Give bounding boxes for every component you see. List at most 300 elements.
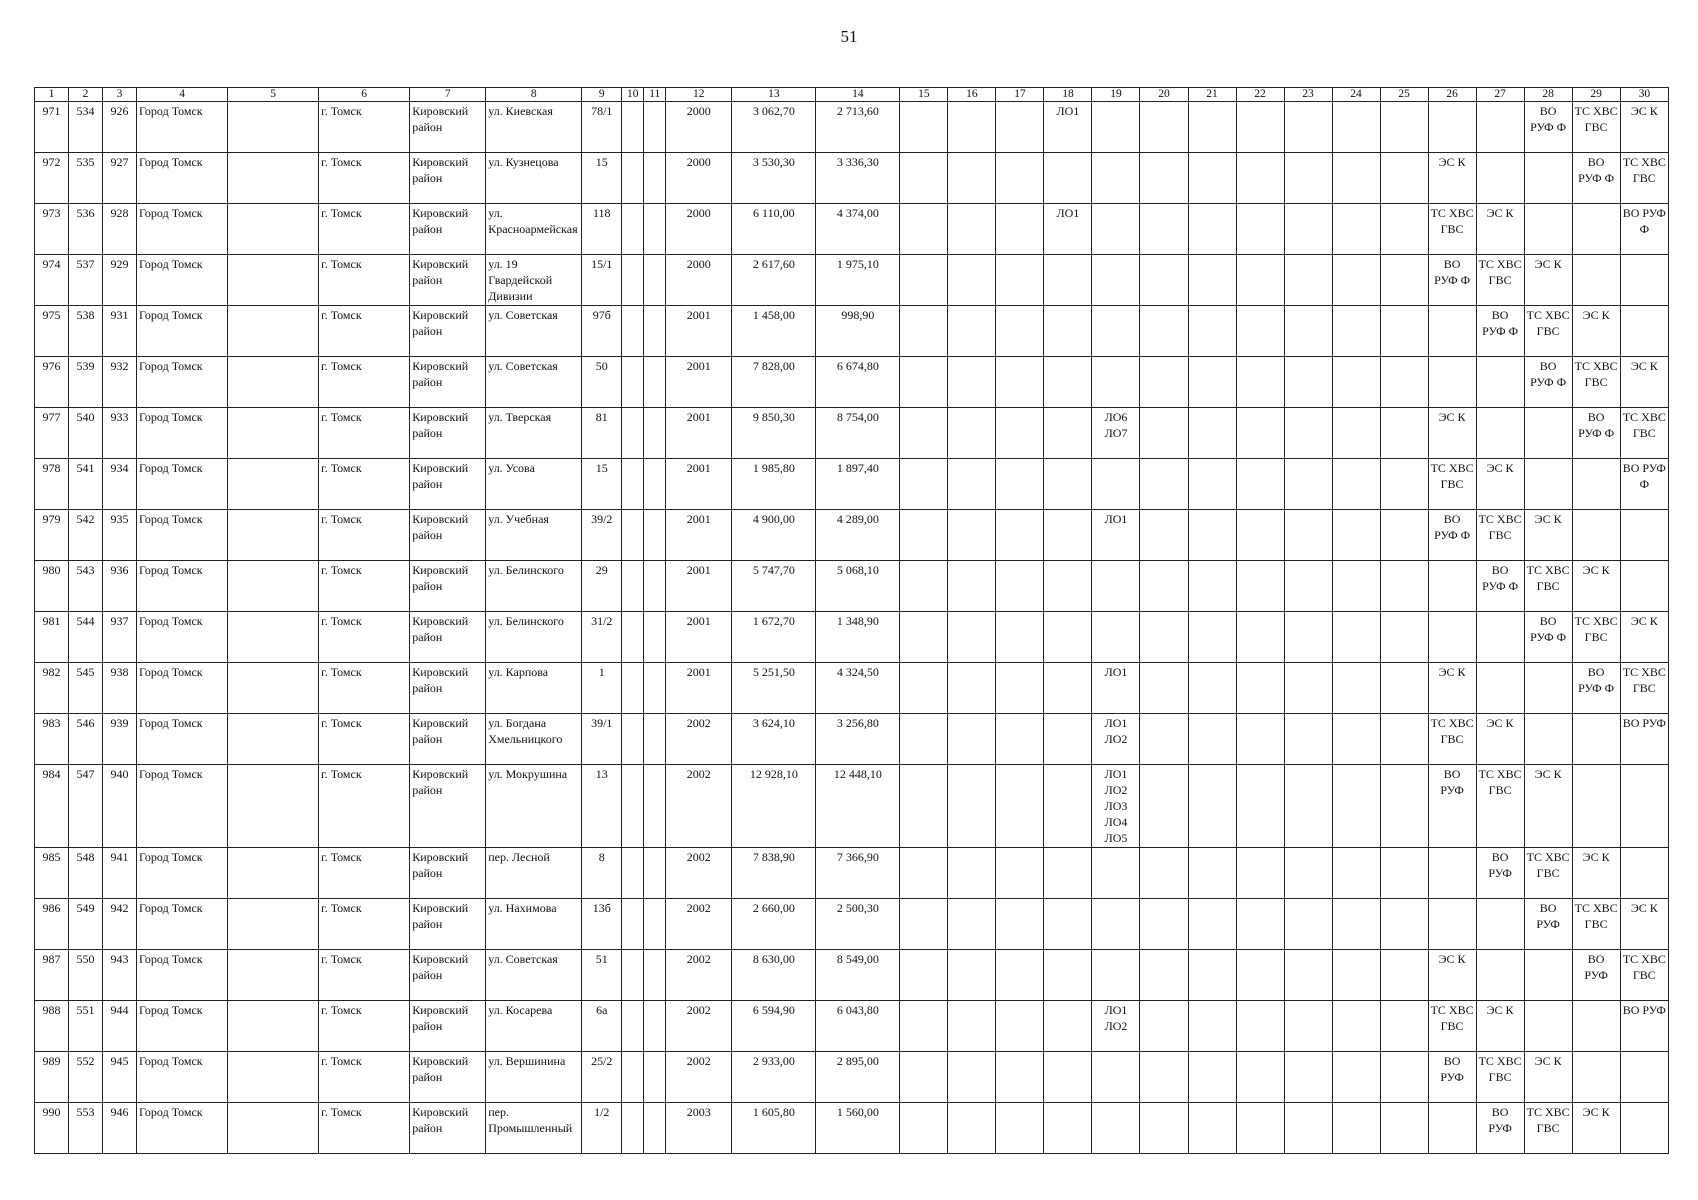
table-cell [1332,1052,1380,1103]
table-cell: 536 [69,204,103,255]
table-cell: ЭС К [1476,714,1524,765]
header-cell: 30 [1620,88,1668,102]
table-cell [644,357,666,408]
table-cell: ВО РУФ Ф [1428,510,1476,561]
table-cell [1332,1001,1380,1052]
table-cell: ВО РУФ Ф [1524,102,1572,153]
table-cell: 2001 [666,357,732,408]
table-cell [1044,561,1092,612]
table-cell [644,510,666,561]
table-cell [1476,153,1524,204]
table-cell: ЭС К [1620,357,1668,408]
table-cell: 543 [69,561,103,612]
table-cell [996,1001,1044,1052]
table-cell: ВО РУФ Ф [1476,561,1524,612]
table-cell [622,1001,644,1052]
table-cell: ул. Киевская [486,102,582,153]
header-cell: 24 [1332,88,1380,102]
table-cell: г. Томск [319,408,410,459]
table-cell [1476,899,1524,950]
table-cell: Город Томск [137,561,228,612]
table-cell [1044,714,1092,765]
table-cell: ВО РУФ [1476,1103,1524,1154]
table-cell: 2001 [666,561,732,612]
table-cell [1524,1001,1572,1052]
table-cell: Кировский район [410,255,486,306]
table-cell: 1 458,00 [732,306,816,357]
table-cell [1476,357,1524,408]
header-cell: 21 [1188,88,1236,102]
table-cell [1380,1052,1428,1103]
table-cell [622,1103,644,1154]
table-cell [1428,357,1476,408]
table-cell [1236,765,1284,848]
table-cell [1332,848,1380,899]
table-cell [1284,714,1332,765]
table-cell [1428,306,1476,357]
table-cell: 984 [35,765,69,848]
table-cell: ТС ХВС ГВС [1524,306,1572,357]
table-cell: ул. Красноармейская [486,204,582,255]
table-cell [1188,848,1236,899]
table-cell: 971 [35,102,69,153]
table-cell: ЭС К [1620,612,1668,663]
table-cell [996,102,1044,153]
table-cell: 4 324,50 [816,663,900,714]
table-cell: 2000 [666,153,732,204]
table-cell [948,306,996,357]
table-cell: ТС ХВС ГВС [1428,714,1476,765]
table-cell: ЭС К [1428,408,1476,459]
table-cell: Город Томск [137,848,228,899]
table-cell: Кировский район [410,408,486,459]
table-cell: 118 [582,204,622,255]
table-cell: Город Томск [137,306,228,357]
table-cell [1572,204,1620,255]
table-cell [1380,204,1428,255]
table-cell: ТС ХВС ГВС [1476,1052,1524,1103]
table-cell: г. Томск [319,561,410,612]
table-cell: 926 [103,102,137,153]
table-cell [1140,1052,1188,1103]
table-cell: 2002 [666,848,732,899]
table-cell [1188,204,1236,255]
table-cell: ЛО1 [1092,663,1140,714]
table-cell [1380,848,1428,899]
table-cell: г. Томск [319,255,410,306]
table-cell: ТС ХВС ГВС [1524,1103,1572,1154]
table-cell: 2000 [666,102,732,153]
table-cell [948,561,996,612]
table-cell [900,1052,948,1103]
table-cell [1284,663,1332,714]
table-cell [1044,306,1092,357]
table-cell: Город Томск [137,357,228,408]
table-cell: ЛО1 [1044,204,1092,255]
table-cell: 942 [103,899,137,950]
table-cell: ВО РУФ Ф [1572,153,1620,204]
table-cell: 29 [582,561,622,612]
table-cell: 39/2 [582,510,622,561]
table-cell [1188,306,1236,357]
table-cell: ТС ХВС ГВС [1524,848,1572,899]
table-cell: г. Томск [319,899,410,950]
table-cell: ТС ХВС ГВС [1572,357,1620,408]
header-cell: 16 [948,88,996,102]
table-cell: ТС ХВС ГВС [1572,612,1620,663]
table-cell: Кировский район [410,1103,486,1154]
table-cell [1236,950,1284,1001]
table-cell [1332,255,1380,306]
table-cell: 6 110,00 [732,204,816,255]
table-cell: Кировский район [410,102,486,153]
table-cell: 987 [35,950,69,1001]
table-cell [1476,663,1524,714]
table-cell [1188,102,1236,153]
table-cell: ул. 19 Гвардейской Дивизии [486,255,582,306]
table-cell [996,663,1044,714]
table-cell: ул. Нахимова [486,899,582,950]
table-cell: 2001 [666,663,732,714]
table-cell [1284,510,1332,561]
table-cell: ВО РУФ [1524,899,1572,950]
table-cell: 988 [35,1001,69,1052]
table-cell [996,255,1044,306]
table-cell: 931 [103,306,137,357]
table-cell [1332,408,1380,459]
table-cell: ул. Тверская [486,408,582,459]
table-cell [1188,1052,1236,1103]
table-cell [228,510,319,561]
table-cell: ВО РУФ Ф [1572,408,1620,459]
table-cell: 537 [69,255,103,306]
table-cell [996,204,1044,255]
table-cell: ВО РУФ Ф [1428,255,1476,306]
table-cell: ул. Белинского [486,561,582,612]
table-cell: г. Томск [319,714,410,765]
header-cell: 26 [1428,88,1476,102]
table-cell: 1 672,70 [732,612,816,663]
table-cell [1140,848,1188,899]
header-cell: 18 [1044,88,1092,102]
table-cell: 2002 [666,899,732,950]
table-cell: 2 500,30 [816,899,900,950]
table-cell [644,950,666,1001]
table-cell [1284,1052,1332,1103]
table-cell: 6а [582,1001,622,1052]
table-cell [1380,899,1428,950]
table-cell [1284,255,1332,306]
table-cell [622,612,644,663]
table-cell: ЭС К [1572,561,1620,612]
table-cell [1332,765,1380,848]
table-cell [1140,153,1188,204]
table-cell [228,1001,319,1052]
table-cell [1236,510,1284,561]
table-cell: 535 [69,153,103,204]
table-cell: 3 530,30 [732,153,816,204]
table-cell: г. Томск [319,459,410,510]
table-cell [1044,255,1092,306]
table-cell [900,102,948,153]
table-cell: 13б [582,899,622,950]
table-cell [1236,153,1284,204]
table-cell [228,612,319,663]
table-cell: 2003 [666,1103,732,1154]
table-cell: Кировский район [410,950,486,1001]
table-row [35,1103,1669,1154]
table-cell: 5 747,70 [732,561,816,612]
table-cell: ВО РУФ Ф [1524,357,1572,408]
table-cell: ТС ХВС ГВС [1572,102,1620,153]
table-cell [996,306,1044,357]
table-cell: г. Томск [319,357,410,408]
table-cell [644,765,666,848]
header-cell: 2 [69,88,103,102]
table-cell: ВО РУФ Ф [1476,306,1524,357]
table-cell [900,899,948,950]
table-cell: ул. Косарева [486,1001,582,1052]
table-cell: 2001 [666,459,732,510]
table-cell [1188,357,1236,408]
table-cell [996,1103,1044,1154]
table-cell [1380,714,1428,765]
table-cell [228,1052,319,1103]
table-cell: пер. Лесной [486,848,582,899]
table-cell [948,357,996,408]
table-cell: 6 043,80 [816,1001,900,1052]
table-cell [1140,357,1188,408]
table-cell [1332,561,1380,612]
table-cell [996,765,1044,848]
table-cell [1572,1052,1620,1103]
table-cell: ЛО1 ЛО2 ЛО3 ЛО4 ЛО5 [1092,765,1140,848]
table-cell: ЛО1 ЛО2 [1092,1001,1140,1052]
table-cell: 975 [35,306,69,357]
table-cell [1236,306,1284,357]
table-cell [228,765,319,848]
table-cell: 12 928,10 [732,765,816,848]
table-cell [1140,102,1188,153]
table-cell: Кировский район [410,612,486,663]
table-row [35,153,1669,204]
table-row [35,459,1669,510]
table-cell [1620,306,1668,357]
table-cell: ЭС К [1524,765,1572,848]
table-row [35,663,1669,714]
table-cell: 81 [582,408,622,459]
table-cell [1092,153,1140,204]
table-cell [900,306,948,357]
table-cell [1524,950,1572,1001]
table-cell [1284,1103,1332,1154]
table-cell: 2 933,00 [732,1052,816,1103]
table-cell [622,255,644,306]
table-cell [1140,899,1188,950]
table-cell [1188,255,1236,306]
table-cell: г. Томск [319,663,410,714]
table-cell [622,102,644,153]
table-cell [622,408,644,459]
header-cell: 11 [644,88,666,102]
table-cell: 946 [103,1103,137,1154]
table-cell [900,204,948,255]
table-cell: 549 [69,899,103,950]
header-cell: 8 [486,88,582,102]
table-cell: ВО РУФ Ф [1524,612,1572,663]
table-cell [1188,153,1236,204]
table-cell: г. Томск [319,510,410,561]
table-cell [1476,950,1524,1001]
table-cell [948,153,996,204]
table-cell [644,204,666,255]
table-row [35,306,1669,357]
table-cell [1284,950,1332,1001]
table-cell: 932 [103,357,137,408]
table-cell [1380,1001,1428,1052]
table-cell: ул. Мокрушина [486,765,582,848]
table-cell [1140,1103,1188,1154]
table-cell [1620,561,1668,612]
table-cell [1572,510,1620,561]
table-cell [1092,950,1140,1001]
table-cell [1188,899,1236,950]
table-cell [644,459,666,510]
table-cell [1236,102,1284,153]
table-cell: 542 [69,510,103,561]
table-cell: ТС ХВС ГВС [1476,255,1524,306]
table-cell: ЭС К [1572,1103,1620,1154]
table-cell: 983 [35,714,69,765]
table-cell [1236,459,1284,510]
table-cell [1332,510,1380,561]
table-cell: ВО РУФ [1476,848,1524,899]
table-cell [1236,663,1284,714]
table-cell [1332,357,1380,408]
table-cell [996,153,1044,204]
table-row [35,1001,1669,1052]
table-cell [1140,663,1188,714]
table-cell: г. Томск [319,848,410,899]
table-cell [900,848,948,899]
table-cell: 2001 [666,612,732,663]
table-cell [622,561,644,612]
table-cell [1380,357,1428,408]
table-row [35,510,1669,561]
table-cell [622,950,644,1001]
table-cell [1236,714,1284,765]
table-cell [948,848,996,899]
table-cell [1476,408,1524,459]
table-cell: ЛО1 ЛО2 [1092,714,1140,765]
table-cell: ЛО6 ЛО7 [1092,408,1140,459]
table-cell [1140,612,1188,663]
table-cell [1140,408,1188,459]
table-cell: ул. Советская [486,306,582,357]
table-cell: 974 [35,255,69,306]
table-cell [644,1052,666,1103]
table-cell [1236,1001,1284,1052]
header-cell: 20 [1140,88,1188,102]
table-cell [1284,612,1332,663]
table-cell: Кировский район [410,899,486,950]
table-cell [948,765,996,848]
table-cell [228,102,319,153]
table-cell: 3 062,70 [732,102,816,153]
table-cell [1380,153,1428,204]
table-cell [1284,848,1332,899]
table-cell: ВО РУФ [1620,1001,1668,1052]
table-cell [1092,306,1140,357]
table-cell [1236,1052,1284,1103]
table-cell [1332,714,1380,765]
table-cell: 927 [103,153,137,204]
table-cell: ЛО1 [1092,510,1140,561]
table-cell [228,306,319,357]
table-cell [1044,848,1092,899]
table-cell: 2001 [666,408,732,459]
table-cell: 1 897,40 [816,459,900,510]
table-cell: ТС ХВС ГВС [1620,663,1668,714]
table-cell: 5 068,10 [816,561,900,612]
table-cell [1380,561,1428,612]
table-cell: Город Томск [137,510,228,561]
table-cell [1380,510,1428,561]
table-cell: 937 [103,612,137,663]
table-cell [1092,899,1140,950]
table-cell [622,510,644,561]
table-cell: 7 838,90 [732,848,816,899]
table-cell: ВО РУФ Ф [1572,663,1620,714]
table-cell [948,1052,996,1103]
header-row [35,88,1669,102]
table-cell [948,510,996,561]
table-cell: 9 850,30 [732,408,816,459]
table-cell [948,1001,996,1052]
table-cell: 2002 [666,714,732,765]
table-cell [996,510,1044,561]
table-cell [1428,102,1476,153]
table-cell [1188,612,1236,663]
table-cell [1092,561,1140,612]
table-cell: 15 [582,153,622,204]
table-cell: ВО РУФ Ф [1620,459,1668,510]
table-cell [1188,950,1236,1001]
table-cell [900,510,948,561]
table-cell: Кировский район [410,357,486,408]
table-cell: ул. Усова [486,459,582,510]
table-cell: Кировский район [410,848,486,899]
table-cell [1092,1052,1140,1103]
table-cell: ТС ХВС ГВС [1620,950,1668,1001]
table-cell: 545 [69,663,103,714]
table-cell [1044,612,1092,663]
table-cell [644,899,666,950]
table-cell [1332,612,1380,663]
table-cell [1092,612,1140,663]
table-cell [1044,408,1092,459]
header-cell: 15 [900,88,948,102]
table-cell [1332,663,1380,714]
table-cell [644,306,666,357]
table-cell [1332,899,1380,950]
table-row [35,561,1669,612]
table-cell: г. Томск [319,1001,410,1052]
table-cell: Город Томск [137,765,228,848]
table-cell [644,153,666,204]
table-cell [996,848,1044,899]
table-cell: ул. Советская [486,950,582,1001]
